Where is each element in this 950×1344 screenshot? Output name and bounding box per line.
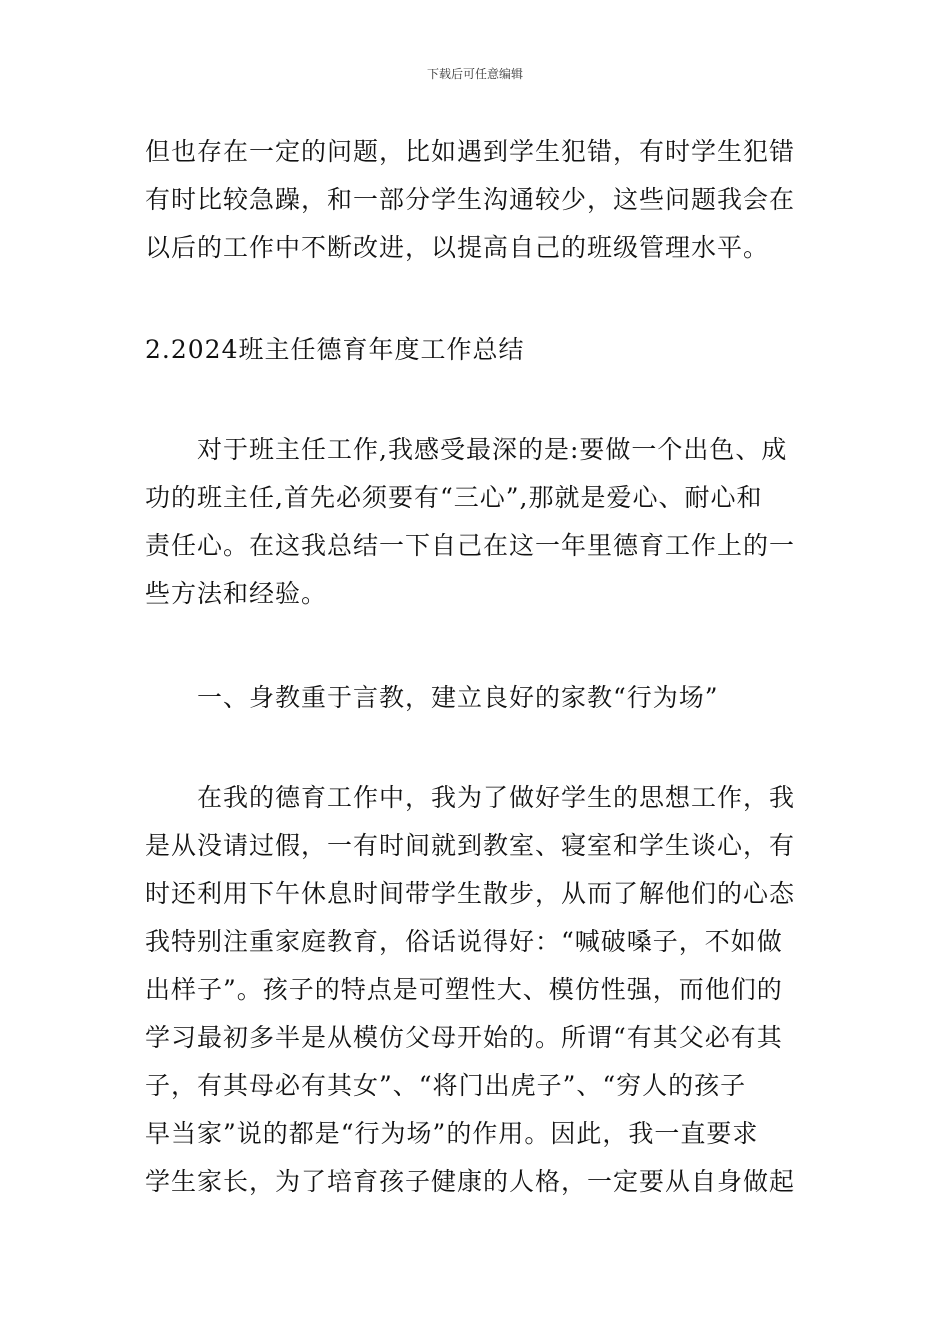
subheading <box>145 674 809 722</box>
text-line: 是从没请过假，一有时间就到教室、寝室和学生谈心，有 <box>145 831 796 860</box>
text-line: 时还利用下午休息时间带学生散步，从而了解他们的心态 <box>145 879 796 908</box>
subheading-text: 一、身教重于言教，建立良好的家教“行为场” <box>197 683 719 712</box>
text-line: 子，有其母必有其女”、“将门出虎子”、“穷人的孩子 <box>145 1071 747 1100</box>
text-line: 功的班主任,首先必须要有“三心”,那就是爱心、耐心和 <box>145 483 763 512</box>
text-line: 以后的工作中不断改进，以提高自己的班级管理水平。 <box>145 233 770 262</box>
text-line: 对于班主任工作,我感受最深的是:要做一个出色、成 <box>197 435 788 464</box>
text-line: 出样子”。孩子的特点是可塑性大、模仿性强，而他们的 <box>145 975 783 1004</box>
paragraph-moral-education <box>145 774 809 1206</box>
text-line: 些方法和经验。 <box>145 579 328 608</box>
text-line: 学生家长，为了培育孩子健康的人格，一定要从自身做起 <box>145 1167 796 1196</box>
text-line: 但也存在一定的问题，比如遇到学生犯错，有时学生犯错 <box>145 137 796 166</box>
paragraph-intro <box>145 426 809 618</box>
section-title <box>145 326 809 374</box>
text-line: 在我的德育工作中，我为了做好学生的思想工作，我 <box>197 783 796 812</box>
paragraph-problems <box>145 128 809 272</box>
text-line: 早当家”说的都是“行为场”的作用。因此，我一直要求 <box>145 1119 759 1148</box>
text-line: 有时比较急躁，和一部分学生沟通较少，这些问题我会在 <box>145 185 796 214</box>
text-line: 责任心。在这我总结一下自己在这一年里德育工作上的一 <box>145 531 796 560</box>
text-line: 我特别注重家庭教育，俗话说得好：“喊破嗓子，不如做 <box>145 927 783 956</box>
section-title-text: 2.2024班主任德育年度工作总结 <box>145 335 525 364</box>
text-line: 学习最初多半是从模仿父母开始的。所谓“有其父必有其 <box>145 1023 783 1052</box>
page-header: 下载后可任意编辑 <box>426 67 523 81</box>
